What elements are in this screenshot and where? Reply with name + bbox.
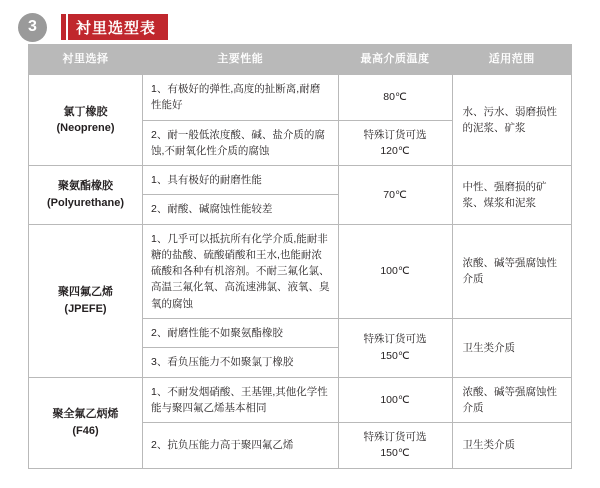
page-title: 衬里选型表 xyxy=(68,14,168,40)
scope-cell: 中性、强磨损的矿浆、煤浆和泥浆 xyxy=(452,166,571,225)
page-header xyxy=(0,0,600,44)
max-temperature-cell: 100℃ xyxy=(338,224,452,318)
max-temperature-cell: 70℃ xyxy=(338,166,452,225)
section-badge: 3 xyxy=(18,13,47,42)
table-row xyxy=(29,377,572,423)
lining-name-cell: 聚四氟乙烯 (JPEFE) xyxy=(29,224,143,377)
max-temperature-cell: 特殊订货可选 150℃ xyxy=(338,423,452,469)
lining-selection-table xyxy=(28,44,572,469)
title-accent-bar xyxy=(61,14,66,40)
scope-cell: 水、污水、弱磨损性的泥浆、矿浆 xyxy=(452,75,571,166)
table-body xyxy=(29,75,572,469)
max-temperature-cell: 100℃ xyxy=(338,377,452,423)
performance-cell: 1、不耐发烟硝酸、王基锂,其他化学性能与聚四氟乙烯基本相同 xyxy=(143,377,338,423)
lining-name-cell: 聚氨酯橡胶 (Polyurethane) xyxy=(29,166,143,225)
column-header-max-temp: 最高介质温度 xyxy=(338,45,452,75)
max-temperature-cell: 特殊订货可选 150℃ xyxy=(338,318,452,377)
scope-cell: 浓酸、碱等强腐蚀性介质 xyxy=(452,224,571,318)
lining-selection-table-wrap xyxy=(0,44,600,469)
column-header-performance: 主要性能 xyxy=(143,45,338,75)
lining-name-cell: 聚全氟乙炳烯 (F46) xyxy=(29,377,143,468)
table-row xyxy=(29,75,572,121)
scope-cell: 浓酸、碱等强腐蚀性介质 xyxy=(452,377,571,423)
scope-cell: 卫生类介质 xyxy=(452,318,571,377)
scope-cell: 卫生类介质 xyxy=(452,423,571,469)
performance-cell: 3、看负压能力不如聚氯丁橡胶 xyxy=(143,348,338,377)
performance-cell: 1、具有极好的耐磨性能 xyxy=(143,166,338,195)
performance-cell: 2、抗负压能力高于聚四氟乙烯 xyxy=(143,423,338,469)
max-temperature-cell: 80℃ xyxy=(338,75,452,121)
lining-name-cell: 氯丁橡胶 (Neoprene) xyxy=(29,75,143,166)
table-row xyxy=(29,224,572,318)
column-header-scope: 适用范围 xyxy=(452,45,571,75)
page-title-wrap xyxy=(61,14,168,40)
column-header-lining: 衬里选择 xyxy=(29,45,143,75)
max-temperature-cell: 特殊订货可选 120℃ xyxy=(338,120,452,166)
table-row xyxy=(29,166,572,195)
performance-cell: 2、耐一般低浓度酸、碱、盐介质的腐蚀,不耐氧化性介质的腐蚀 xyxy=(143,120,338,166)
performance-cell: 1、有极好的弹性,高度的扯断离,耐磨性能好 xyxy=(143,75,338,121)
performance-cell: 2、耐酸、碱腐蚀性能较差 xyxy=(143,195,338,224)
table-header-row xyxy=(29,45,572,75)
performance-cell: 1、几乎可以抵抗所有化学介质,能耐非糖的盐酸、硫酸硝酸和王水,也能耐浓硫酸和各种有机溶剂。不耐三氟化氯、高温三氟化氧、高流速沸氯、液氧、臭氧的腐蚀 xyxy=(143,224,338,318)
performance-cell: 2、耐磨性能不如聚氨酯橡胶 xyxy=(143,318,338,347)
